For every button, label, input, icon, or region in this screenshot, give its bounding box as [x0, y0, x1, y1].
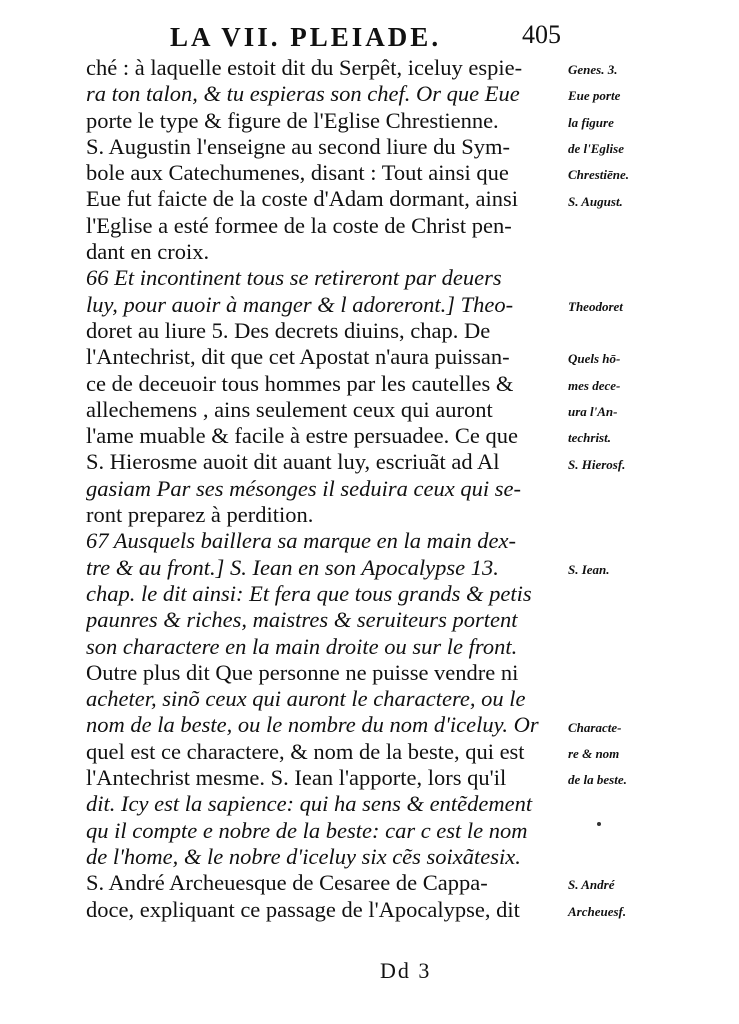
- page-number: 405: [522, 20, 561, 49]
- margin-note: techrist.: [568, 430, 611, 446]
- text-line: luy, pour auoir à manger & l adoreront.] Theo-: [86, 291, 514, 317]
- text-line: allechemens , ains seulement ceux qui auront: [86, 396, 493, 422]
- text-line: acheter, sinõ ceux qui auront le charactere, ou le: [86, 686, 526, 712]
- margin-note: Quels hō-: [568, 351, 621, 367]
- signature-mark: Dd 3: [380, 958, 432, 983]
- text-line: l'Antechrist mesme. S. Iean l'apporte, lors qu'il: [86, 765, 507, 791]
- margin-note: S. Iean.: [568, 561, 610, 577]
- margin-note: S. André: [568, 877, 615, 893]
- margin-note: Chrestiēne.: [568, 167, 630, 183]
- text-line: nom de la beste, ou le nombre du nom d'iceluy. Or: [86, 712, 539, 738]
- margin-note: ura l'An-: [568, 403, 618, 419]
- text-line: paunres & riches, maistres & seruiteurs portent: [86, 607, 518, 633]
- running-head: LA VII. PLEIADE.: [170, 22, 442, 52]
- margin-note: re & nom: [568, 745, 620, 761]
- margin-note: Theodoret: [568, 298, 623, 314]
- margin-note: la figure: [568, 114, 614, 130]
- text-line: dit. Icy est la sapience: qui ha sens & entẽdement: [86, 791, 533, 817]
- margin-note: S. August.: [568, 193, 623, 209]
- text-line: l'Antechrist, dit que cet Apostat n'aura puissan-: [86, 344, 510, 370]
- text-line: l'Eglise a esté formee de la coste de Christ pen-: [86, 212, 512, 238]
- text-line: de l'home, & le nobre d'iceluy six cẽs soixãtesix.: [86, 843, 521, 869]
- text-line: 66 Et incontinent tous se retireront par deuers: [86, 265, 502, 291]
- margin-note: Eue porte: [568, 88, 621, 104]
- margin-note: de la beste.: [568, 772, 627, 788]
- text-line: dant en croix.: [86, 239, 210, 265]
- body-text: [86, 55, 564, 923]
- text-line: 67 Ausquels baillera sa marque en la main dex-: [86, 528, 516, 554]
- margin-note: S. Hierosf.: [568, 456, 626, 472]
- text-line: S. Augustin l'enseigne au second liure du Sym-: [86, 133, 511, 159]
- text-line: S. André Archeuesque de Cesaree de Cappa-: [86, 870, 488, 896]
- page-header: [170, 18, 570, 58]
- margin-note: Genes. 3.: [568, 62, 618, 77]
- margin-note: Characte-: [568, 719, 622, 735]
- text-line: tre & au front.] S. Iean en son Apocalypse 13.: [86, 554, 499, 580]
- margin-note: Archeuesf.: [568, 903, 627, 919]
- text-line: doret au liure 5. Des decrets diuins, chap. De: [86, 317, 491, 343]
- margin-note: mes dece-: [568, 377, 621, 393]
- text-line: quel est ce charactere, & nom de la beste, qui est: [86, 738, 525, 764]
- text-line: Eue fut faicte de la coste d'Adam dormant, ainsi: [86, 186, 519, 212]
- margin-note: de l'Eglise: [568, 140, 624, 156]
- text-line: l'ame muable & facile à estre persuadee. Ce que: [86, 423, 518, 449]
- text-line: ce de deceuoir tous hommes par les cautelles &: [86, 370, 514, 396]
- text-line: bole aux Catechumenes, disant : Tout ainsi que: [86, 160, 509, 186]
- text-line: ra ton talon, & tu espieras son chef. Or que Eue: [86, 81, 520, 107]
- text-line: son charactere en la main droite ou sur le front.: [86, 633, 518, 659]
- text-line: S. Hierosme auoit dit auant luy, escriuãt ad Al: [86, 449, 500, 475]
- text-line: porte le type & figure de l'Eglise Chrestienne.: [86, 107, 499, 133]
- ink-speck: [597, 822, 601, 826]
- text-line: gasiam Par ses mésonges il seduira ceux qui se-: [86, 475, 521, 501]
- text-line: qu il compte e nobre de la beste: car c est le nom: [86, 817, 528, 843]
- text-line: Outre plus dit Que personne ne puisse vendre ni: [86, 659, 519, 685]
- text-line: ché : à laquelle estoit dit du Serpêt, iceluy espie-: [86, 55, 523, 80]
- text-line: ront preparez à perdition.: [86, 502, 314, 528]
- text-line: chap. le dit ainsi: Et fera que tous grands & petis: [86, 580, 532, 606]
- text-line: doce, expliquant ce passage de l'Apocalypse, dit: [86, 896, 520, 922]
